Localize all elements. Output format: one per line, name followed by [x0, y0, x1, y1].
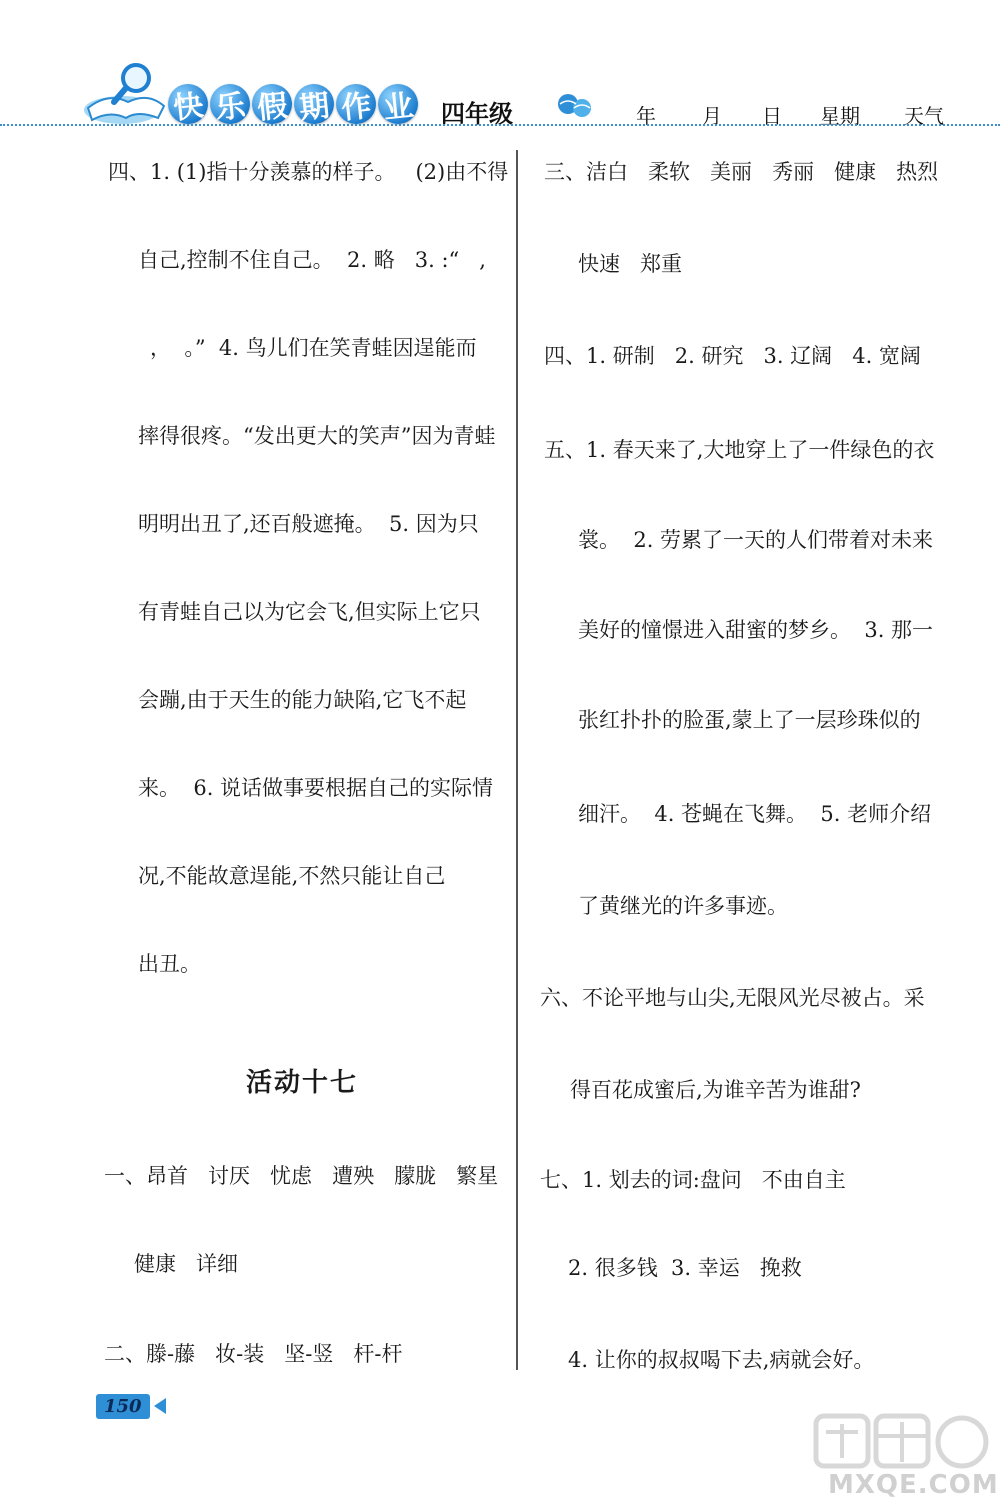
answer-line: 有青蛙自己以为它会飞,但实际上它只 — [138, 600, 481, 624]
answer-line: ， 。” 4. 鸟儿们在笑青蛙因逞能而 — [150, 336, 477, 360]
magnifier-book-icon — [78, 58, 168, 130]
watermark-text: MXQE.COM — [828, 1470, 999, 1500]
answer-line: 快速 郑重 — [578, 252, 683, 276]
title-char: 快 — [166, 82, 210, 126]
answer-line: 美好的憧憬进入甜蜜的梦乡。 3. 那一 — [578, 618, 934, 642]
left-arrow-icon — [154, 1398, 166, 1414]
answer-line: 4. 让你的叔叔喝下去,病就会好。 — [568, 1348, 875, 1372]
answer-line: 况,不能故意逞能,不然只能让自己 — [138, 864, 446, 888]
answer-line: 二、滕-藤 妆-装 坚-竖 杆-杆 — [104, 1342, 403, 1366]
answer-line: 明明出丑了,还百般遮掩。 5. 因为只 — [138, 512, 479, 536]
answer-line: 七、1. 划去的词:盘问 不由自主 — [540, 1168, 846, 1192]
page-number: 150 — [96, 1394, 150, 1419]
grade-label: 四年级 — [441, 100, 513, 128]
answer-line: 裳。 2. 劳累了一天的人们带着对未来 — [578, 528, 934, 552]
page-number-badge — [96, 1392, 166, 1420]
year-label: 年 — [636, 104, 656, 128]
title-char: 假 — [250, 82, 294, 126]
answer-line: 五、1. 春天来了,大地穿上了一件绿色的衣 — [544, 438, 935, 462]
book-title-banner — [168, 84, 418, 127]
answer-line: 三、洁白 柔软 美丽 秀丽 健康 热烈 — [544, 160, 939, 184]
weekday-label: 星期 — [820, 104, 860, 128]
title-char: 期 — [292, 82, 336, 126]
title-char: 乐 — [208, 82, 252, 126]
month-label: 月 — [702, 104, 722, 128]
title-char: 业 — [376, 82, 420, 126]
answer-line: 摔得很疼。“发出更大的笑声”因为青蛙 — [138, 424, 496, 448]
answer-line: 2. 很多钱 3. 幸运 挽救 — [568, 1256, 802, 1280]
answer-line: 四、1. 研制 2. 研究 3. 辽阔 4. 宽阔 — [544, 344, 921, 368]
answer-line: 会蹦,由于天生的能力缺陷,它飞不起 — [138, 688, 467, 712]
page-header — [0, 0, 1000, 140]
answer-line: 一、昂首 讨厌 忧虑 遭殃 朦胧 繁星 — [104, 1164, 499, 1188]
answer-line: 四、1. (1)指十分羡慕的样子。 (2)由不得 — [108, 160, 509, 184]
answer-line: 得百花成蜜后,为谁辛苦为谁甜? — [570, 1078, 861, 1102]
column-divider — [516, 150, 518, 1370]
header-dotted-rule — [0, 124, 1000, 126]
balls-icon — [556, 88, 596, 122]
answer-line: 六、不论平地与山尖,无限风光尽被占。采 — [540, 986, 925, 1010]
answer-line: 张红扑扑的脸蛋,蒙上了一层珍珠似的 — [578, 708, 921, 732]
section-title: 活动十七 — [246, 1068, 359, 1098]
title-char: 作 — [334, 82, 378, 126]
answer-line: 自己,控制不住自己。 2. 略 3. :“ , — [138, 248, 486, 272]
answer-line: 了黄继光的许多事迹。 — [578, 894, 788, 918]
answer-line: 来。 6. 说话做事要根据自己的实际情 — [138, 776, 494, 800]
day-label: 日 — [762, 104, 782, 128]
answer-line: 细汗。 4. 苍蝇在飞舞。 5. 老师介绍 — [578, 802, 932, 826]
answer-line: 健康 详细 — [134, 1252, 239, 1276]
answer-line: 出丑。 — [138, 952, 201, 976]
weather-label: 天气 — [904, 104, 944, 128]
